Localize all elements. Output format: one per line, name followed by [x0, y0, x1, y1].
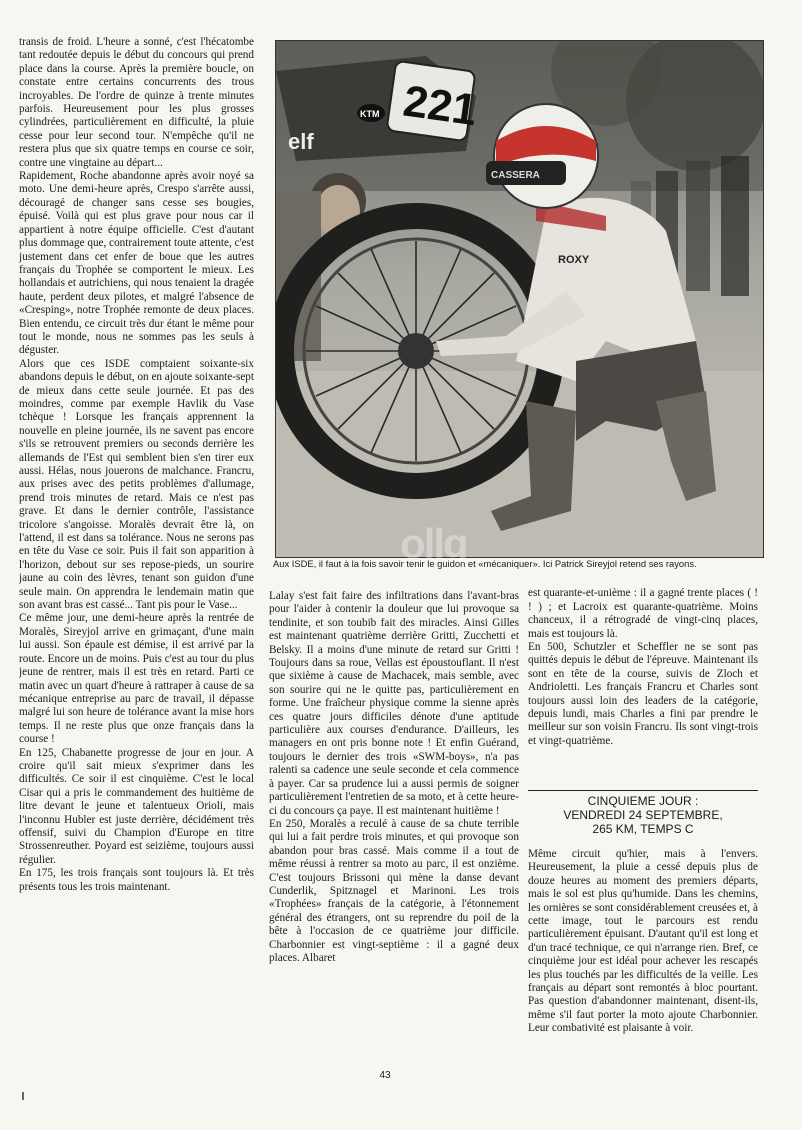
rider-photo	[275, 40, 764, 558]
watermark-logo: ollg	[400, 520, 467, 567]
article-column-3-top: est quarante-et-unième : il a gagné trente places ( ! ! ) ; et Lacroix est quarante-quatrième. Moins chanceux, il a rétrogradé de vingt-cinq places, mais est toujours là. En 500, Schutzler et Scheffler ne se sont pas quittés depuis le début de l'épreuve. Maintenant ils sont en tête de la course, suivis de Zloch et Andrioletti. Les français Francru et Charles sont toujours aussi loin des leaders de la catégorie, depuis lundi, mais Charles a fini par prendre le meilleur sur son voisin Francru. Ils sont vingt-trois et vingt-quatrième.	[528, 587, 758, 747]
jersey-text: ROXY	[558, 254, 590, 266]
page-number: 43	[379, 1070, 391, 1081]
section-heading-line-1: CINQUIEME JOUR :	[587, 794, 699, 808]
article-column-2: Lalay s'est fait faire des infiltrations dans l'avant-bras pour l'aider à contenir la douleur que lui provoque sa tendinite, et son toubib fait des miracles. Ainsi Gilles est maintenant quatrième derrière Gritti, Zucchetti et Belsky. Il a moins d'une minute de retard sur Gritti ! Toujours dans sa roue, Vellas est époustouflant. Il n'est que sixième à cause de Machacek, mais semble, avec son sourire qui ne le quitte pas, particulièrement en forme. Une fraîcheur physique comme la sienne après ces quatre jours difficiles dénote d'une aptitude particulière aux courses d'endurance. D'ailleurs, les managers en ont pris bonne note ! Et enfin Guérand, toujours le dernier des trois «SWM-boys», n'a pas ralenti sa cadence une seule seconde et cela commence à payer. Car sa prudence lui a aussi permis de soigner particulièrement l'entretien de sa moto, et à cette heure-ci du concours ça paye. Il est maintenant huitième ! En 250, Moralès a reculé à cause de sa chute terrible qui lui a fait perdre trois minutes, et qui provoque son abandon pour bras cassé. Mais comme il a tout de même réussi à rentrer sa moto au parc, il est onzième. C'est toujours Brissoni qui mène la danse devant Cunderlik, Spitznagel et Marinoni. Les trois «Trophées» français de la catégorie, à l'étonnement général des étrangers, ont su reprendre du poil de la bête à l'occasion de ce quatrième jour difficile. Charbonnier est vingt-septième : il a gagné deux places. Albaret	[269, 590, 519, 964]
rider-photo-illustration	[276, 41, 763, 557]
ktm-sticker: KTM	[360, 109, 380, 119]
section-heading-line-2: VENDREDI 24 SEPTEMBRE,	[563, 808, 723, 822]
helmet-text: CASSERA	[491, 170, 540, 181]
section-heading-line-3: 265 KM, TEMPS C	[592, 822, 694, 836]
race-number: 221	[400, 76, 480, 136]
article-column-1: transis de froid. L'heure a sonné, c'est l'hécatombe tant redoutée depuis le début du concours qui prend place dans la course. Après la première boucle, on constate entre certains concurrents des trous incroyables. De l'ordre de quinze à trente minutes parfois. Heureusement pour les plus grosses cylindrées, particulièrement en difficulté, la pluie cesse pour leur second tour. N'empêche qu'il ne restera plus que six quatre temps en course ce soir, contre une vingtaine au départ... Rapidement, Roche abandonne après avoir noyé sa moto. Une demi-heure après, Crespo s'arrête aussi, découragé de changer sans cesse ses bougies, épuisé. Voilà qui est plus grave pour nous car il appartient à notre équipe officielle. C'est d'autant plus dommage que, contrairement toute attente, c'est justement dans cet enfer de boue que les autres français du Trophée se comportent le mieux. Les hollandais et autrichiens, qui nous tenaient la dragée haute, perdent deux pilotes, et malgré l'absence de «Cresping», notre Trophée remonte de deux places. Bien entendu, ce circuit très dur étant le même pour tout le monde, nous ne sommes pas les seuls à déguster. Alors que ces ISDE comptaient soixante-six abandons depuis le début, on en ajoute soixante-sept de mieux dans cette seule journée. Et pas des moindres, comme par exemple Havlik du Vase tchèque ! Lorsque les français apprennent la nouvelle en pleine journée, ils ne savent pas encore s'ils se retrouvent premiers ou seconds derrière les allemands de l'Est qui semblent bien s'en tirer eux aussi. Hélas, nous jouerons de malchance. Francru, aux prises avec des petits problèmes d'allumage, prend trois minutes de retard. Mais ce n'est pas grave. Et dans le dernier contrôle, l'assistance tricolore s'angoisse. Moralès devrait être là, on l'attend, il est dans sa tolérance. Nous ne serons pas en tête du Vase ce soir. Puis il fait son apparition à l'horizon, debout sur ses repose-pieds, un sourire jaune au coin des lèvres, tenant son guidon d'une seule main. On apprendra le lendemain matin que son avant bras est cassé... Tant pis pour le Vase... Ce même jour, une demi-heure après la rentrée de Moralès, Sireyjol arrive en grimaçant, d'une main lui aussi. Son épaule est démise, il est arrivé par la route. Encore un de moins. Puis c'est au tour du plus jeune de rentrer, mais il est très en retard. Parti ce matin avec un quart d'heure à rattraper à cause de sa mécanique entreprise au parc de travail, il dépasse malgré lui son heure de tolérance avant la mise hors temps. Il ne reste plus que onze français dans la course ! En 125, Chabanette progresse de jour en jour. A croire qu'il sait mieux s'exprimer dans les difficultés. Ce soir il est cinquième. C'est le local Cisar qui a pris le commandement des huitième de litre devant le jeune et talentueux Orioli, mais l'inconnu Hubler est juste derrière, décidément très offensif, suivi du Champion d'Europe en titre Strossenreuther. Poyard est seizième, toujours aussi régulier. En 175, les trois français sont toujours là. Et très présents tous les trois maintenant.	[19, 36, 254, 893]
section-heading	[528, 794, 758, 846]
article-column-3-bottom: Même circuit qu'hier, mais à l'envers. Heureusement, la pluie a cessé depuis plus de douze heures au moment des premiers départs, mais le sol est plus qu'humide. Dans les chemins, les ornières se sont considérablement creusées et, à cette image, tout le parcours est rendu particulièrement épuisant. D'autant qu'il est long et d'un tracé technique, ce qui n'arrange rien. Bref, ce cinquième jour est idéal pour achever les rescapés les plus touchés par les difficultés de la veille. Les français au départ sont remontés à bloc pourtant. Pas question d'abandonner maintenant, disent-ils, même s'il faut porter la moto ajoute Charbonnier. Leur combativité est plaisante à voir.	[528, 848, 758, 1035]
margin-mark	[22, 1092, 24, 1100]
photo-caption: Aux ISDE, il faut à la fois savoir tenir le guidon et «mécaniquer». Ici Patrick Sireyjol retend ses rayons.	[273, 558, 697, 569]
elf-sticker: elf	[288, 129, 314, 154]
section-divider	[528, 790, 758, 791]
